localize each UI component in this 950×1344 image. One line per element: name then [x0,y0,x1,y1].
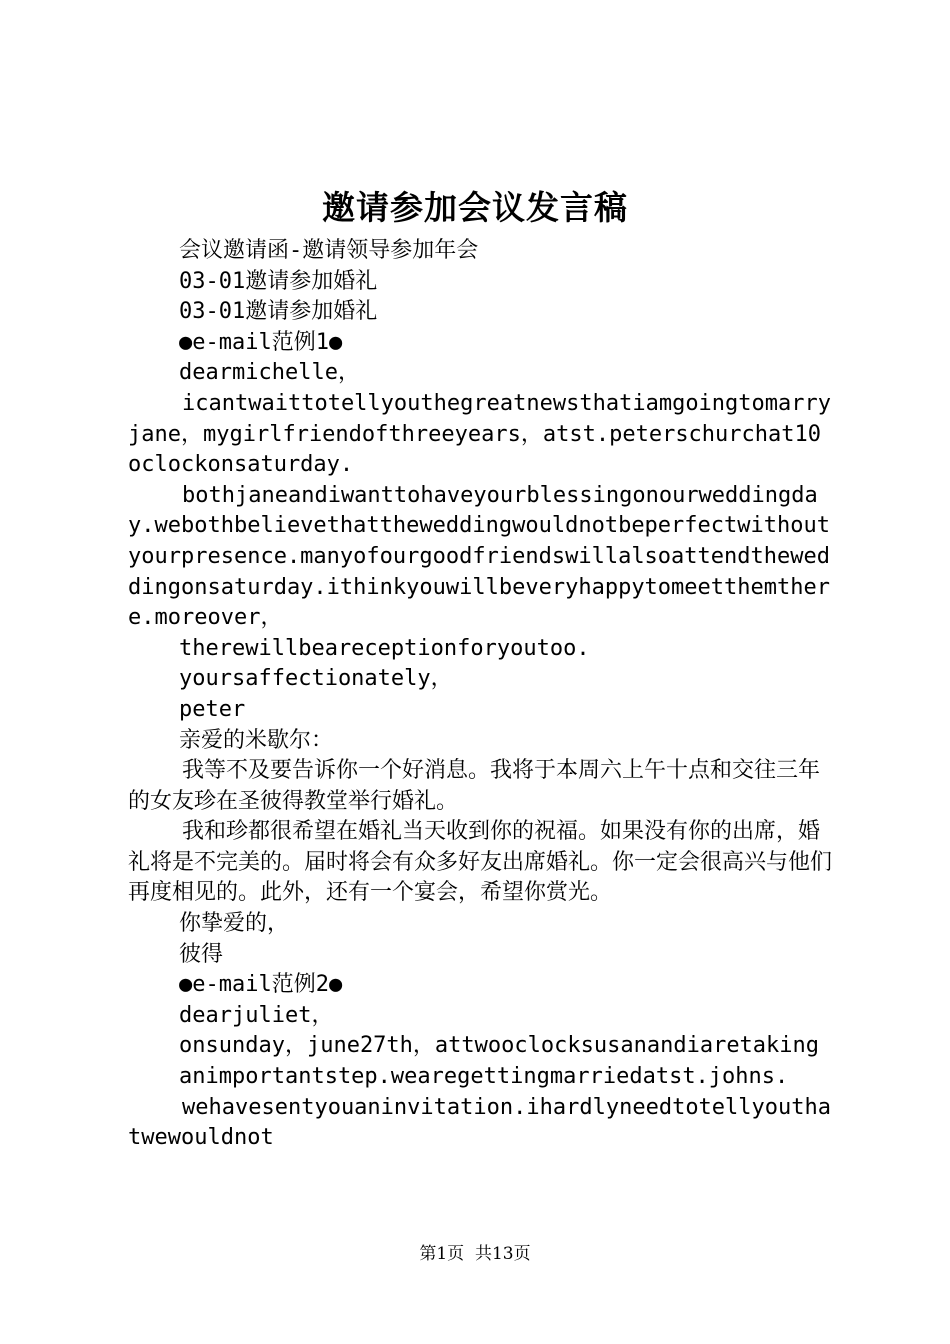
paragraph-chinese-signature: 彼得 [179,941,224,967]
paragraph-chinese-announcement: 我等不及要告诉你一个好消息。我将于本周六上午十点和交往三年的女友珍在圣彼得教堂举行婚礼。 [128,758,821,814]
paragraph-english-invitation-sent: wehavesentyouaninvitation.ihardlyneedtotellyouthatwewouldnot [128,1094,832,1151]
paragraph-salutation-juliet: dearjuliet， [179,1002,334,1028]
paragraph-english-reception: therewillbeareceptionforyoutoo. [179,635,590,661]
page-number-label: 第1页 共13页 [419,1244,531,1264]
paragraph-english-blessing: bothjaneandiwanttohaveyourblessingonourweddingday.webothbelievethattheweddingwouldnotbeperfectwithoutyourpresence.manyofourgoodfriendswillalsoattendtheweddingonsaturday.ithinkyouwillbeveryhappytomeetthemthere.moreover， [128,482,830,631]
paragraph-english-closing: yoursaffectionately， [179,666,453,692]
page-footer [0,1242,950,1266]
paragraph-conference-invitation-heading: 会议邀请函-邀请领导参加年会 [179,238,479,263]
paragraph-email-sample-1-heading: ●e-mail范例1● [179,329,343,355]
document-body [128,236,832,1154]
paragraph-chinese-salutation: 亲爱的米歇尔： [179,727,334,753]
paragraph-english-wedding-date: onsunday，june27th，attwooclocksusanandiaretakinganimportantstep.wearegettingmarriedatst.johns. [179,1033,820,1090]
paragraph-date-wedding-invite-1: 03-01邀请参加婚礼 [179,268,378,294]
paragraph-chinese-closing: 你挚爱的， [179,911,290,937]
paragraph-chinese-blessing: 我和珍都很希望在婚礼当天收到你的祝福。如果没有你的出席，婚礼将是不完美的。届时将会有众多好友出席婚礼。你一定会很高兴与他们再度相见的。此外，还有一个宴会，希望你赏光。 [128,819,833,906]
paragraph-english-announcement: icantwaittotellyouthegreatnewsthatiamgoingtomarryjane，mygirlfriendofthreeyears，atst.peterschurchat10oclockonsaturday. [128,390,832,478]
paragraph-english-signature: peter [179,696,246,722]
paragraph-date-wedding-invite-2: 03-01邀请参加婚礼 [179,299,378,325]
document-title: 邀请参加会议发言稿 [322,188,628,227]
paragraph-email-sample-2-heading: ●e-mail范例2● [179,972,343,998]
paragraph-salutation-michelle: dearmichelle， [179,360,360,386]
